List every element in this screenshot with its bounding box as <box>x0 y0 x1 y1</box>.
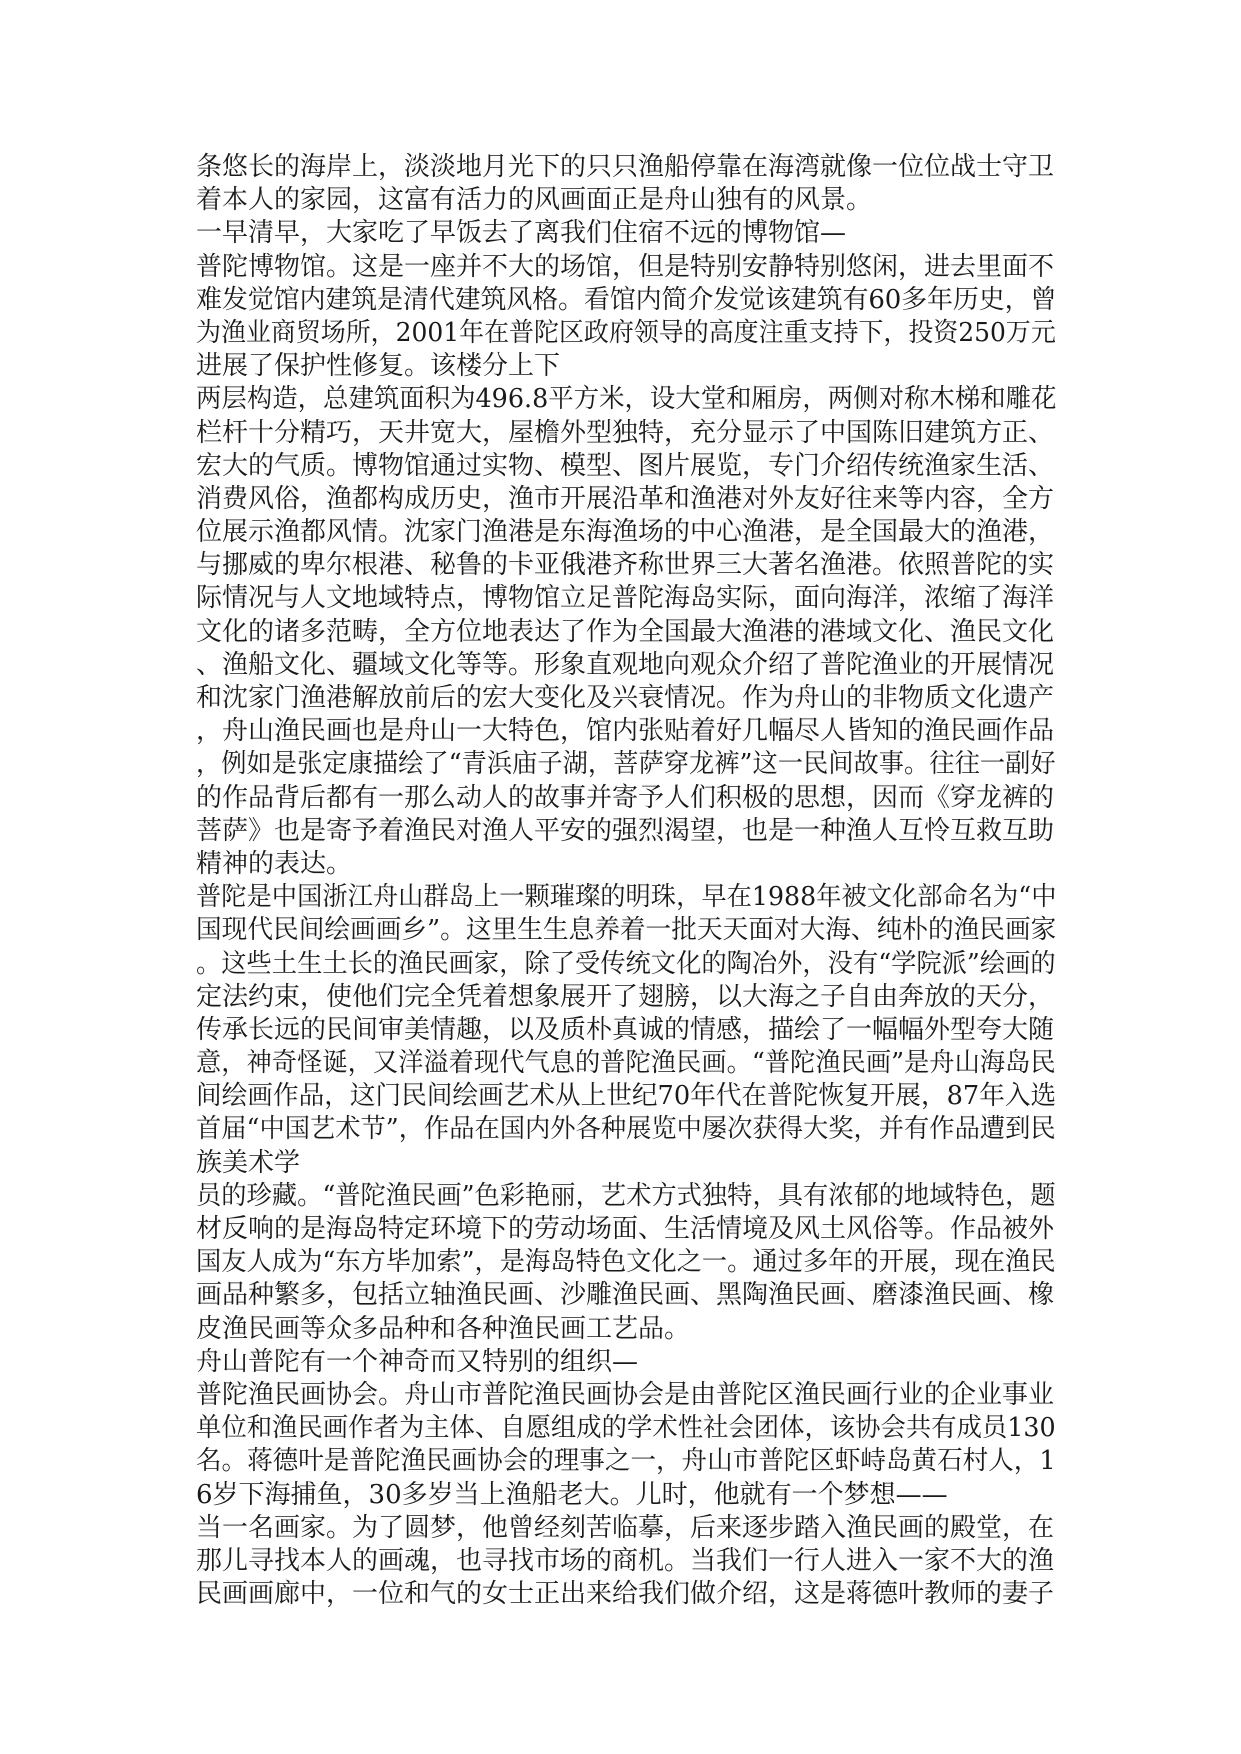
text-line: 材反响的是海岛特定环境下的劳动场面、生活情境及风土风俗等。作品被外 <box>196 1214 1055 1244</box>
text-line: 普陀是中国浙江舟山群岛上一颗璀璨的明珠，早在1988年被文化部命名为“中 <box>196 882 1057 913</box>
text-line: 条悠长的海岸上，淡淡地月光下的只只渔船停靠在海湾就像一位位战士守卫 <box>196 152 1055 182</box>
text-line: 定法约束，使他们完全凭着想象展开了翅膀，以大海之子自由奔放的天分， <box>196 981 1055 1012</box>
text-line: 意，神奇怪诞，又洋溢着现代气息的普陀渔民画。“普陀渔民画”是舟山海岛民 <box>196 1048 1056 1079</box>
text-line: 6岁下海捕鱼，30多岁当上渔船老大。儿时，他就有一个梦想—— <box>196 1479 948 1510</box>
text-line: 首届“中国艺术节”，作品在国内外各种展览中屡次获得大奖，并有作品遭到民 <box>196 1114 1056 1145</box>
text-line: 名。蒋德叶是普陀渔民画协会的理事之一，舟山市普陀区虾峙岛黄石村人，1 <box>196 1446 1056 1477</box>
text-line: 的作品背后都有一那么动人的故事并寄予人们积极的思想，因而《穿龙裤的 <box>196 782 1055 813</box>
text-line: 位展示渔都风情。沈家门渔港是东海渔场的中心渔港，是全国最大的渔港， <box>196 517 1055 548</box>
text-line: 普陀博物馆。这是一座并不大的场馆，但是特别安静特别悠闲，进去里面不 <box>196 251 1055 282</box>
text-line: 国现代民间绘画画乡”。这里生生息养着一批天天面对大海、纯朴的渔民画家 <box>196 915 1057 946</box>
text-line: 族美术学 <box>196 1147 301 1178</box>
text-line: 际情况与人文地域特点，博物馆立足普陀海岛实际，面向海洋，浓缩了海洋 <box>196 583 1055 614</box>
text-line: 和沈家门渔港解放前后的宏大变化及兴衰情况。作为舟山的非物质文化遗产 <box>196 683 1055 713</box>
text-line: 当一名画家。为了圆梦，他曾经刻苦临摹，后来逐步踏入渔民画的殿堂，在 <box>196 1512 1055 1543</box>
text-line: 难发觉馆内建筑是清代建筑风格。看馆内简介发觉该建筑有60多年历史，曾 <box>196 284 1057 315</box>
text-line: 着本人的家园，这富有活力的风画面正是舟山独有的风景。 <box>196 185 873 216</box>
text-line: 传承长远的民间审美情趣，以及质朴真诚的情感，描绘了一幅幅外型夸大随 <box>196 1014 1055 1045</box>
text-line: 间绘画作品，这门民间绘画艺术从上世纪70年代在普陀恢复开展，87年入选 <box>196 1081 1057 1112</box>
text-line: 与挪威的卑尔根港、秘鲁的卡亚俄港齐称世界三大著名渔港。依照普陀的实 <box>196 550 1055 581</box>
text-line: 宏大的气质。博物馆通过实物、模型、图片展览，专门介绍传统渔家生活、 <box>196 450 1055 481</box>
text-line: 一早清早，大家吃了早饭去了离我们住宿不远的博物馆— <box>196 218 847 249</box>
text-line: 画品种繁多，包括立轴渔民画、沙雕渔民画、黑陶渔民画、磨漆渔民画、橡 <box>196 1280 1055 1311</box>
text-line: 那儿寻找本人的画魂，也寻找市场的商机。当我们一行人进入一家不大的渔 <box>196 1545 1055 1576</box>
text-line: 两层构造，总建筑面积为496.8平方米，设大堂和厢房，两侧对称木梯和雕花 <box>196 384 1057 415</box>
text-line: 皮渔民画等众多品种和各种渔民画工艺品。 <box>196 1313 691 1344</box>
text-line: 普陀渔民画协会。舟山市普陀渔民画协会是由普陀区渔民画行业的企业事业 <box>196 1379 1055 1410</box>
text-line: 民画画廊中，一位和气的女士正出来给我们做介绍，这是蒋德叶教师的妻子 <box>196 1579 1055 1610</box>
text-line: 进展了保护性修复。该楼分上下 <box>196 351 561 382</box>
document-text <box>196 151 1056 1611</box>
text-line: 文化的诸多范畴，全方位地表达了作为全国最大渔港的港域文化、渔民文化 <box>196 616 1055 647</box>
text-line: 消费风俗，渔都构成历史，渔市开展沿革和渔港对外友好往来等内容，全方 <box>196 483 1055 514</box>
text-line: 舟山普陀有一个神奇而又特别的组织— <box>196 1346 639 1377</box>
text-line: ，舟山渔民画也是舟山一大特色，馆内张贴着好几幅尽人皆知的渔民画作品 <box>196 716 1055 747</box>
text-line: 、渔船文化、疆域文化等等。形象直观地向观众介绍了普陀渔业的开展情况 <box>196 649 1055 680</box>
text-line: ，例如是张定康描绘了“青浜庙子湖，菩萨穿龙裤”这一民间故事。往往一副好 <box>196 749 1056 780</box>
text-line: 国友人成为“东方毕加索”，是海岛特色文化之一。通过多年的开展，现在渔民 <box>196 1247 1056 1278</box>
text-line: 单位和渔民画作者为主体、自愿组成的学术性社会团体，该协会共有成员130 <box>196 1413 1056 1444</box>
text-line: 栏杆十分精巧，天井宽大，屋檐外型独特，充分显示了中国陈旧建筑方正、 <box>196 417 1055 448</box>
text-line: 为渔业商贸场所，2001年在普陀区政府领导的高度注重支持下，投资250万元 <box>196 317 1056 348</box>
text-line: 菩萨》也是寄予着渔民对渔人平安的强烈渴望，也是一种渔人互怜互救互助 <box>196 815 1055 846</box>
text-line: 精神的表达。 <box>196 848 353 879</box>
text-line: 。这些土生土长的渔民画家，除了受传统文化的陶冶外，没有“学院派”绘画的 <box>196 948 1056 979</box>
text-line: 员的珍藏。“普陀渔民画”色彩艳丽，艺术方式独特，具有浓郁的地域特色，题 <box>196 1180 1056 1211</box>
